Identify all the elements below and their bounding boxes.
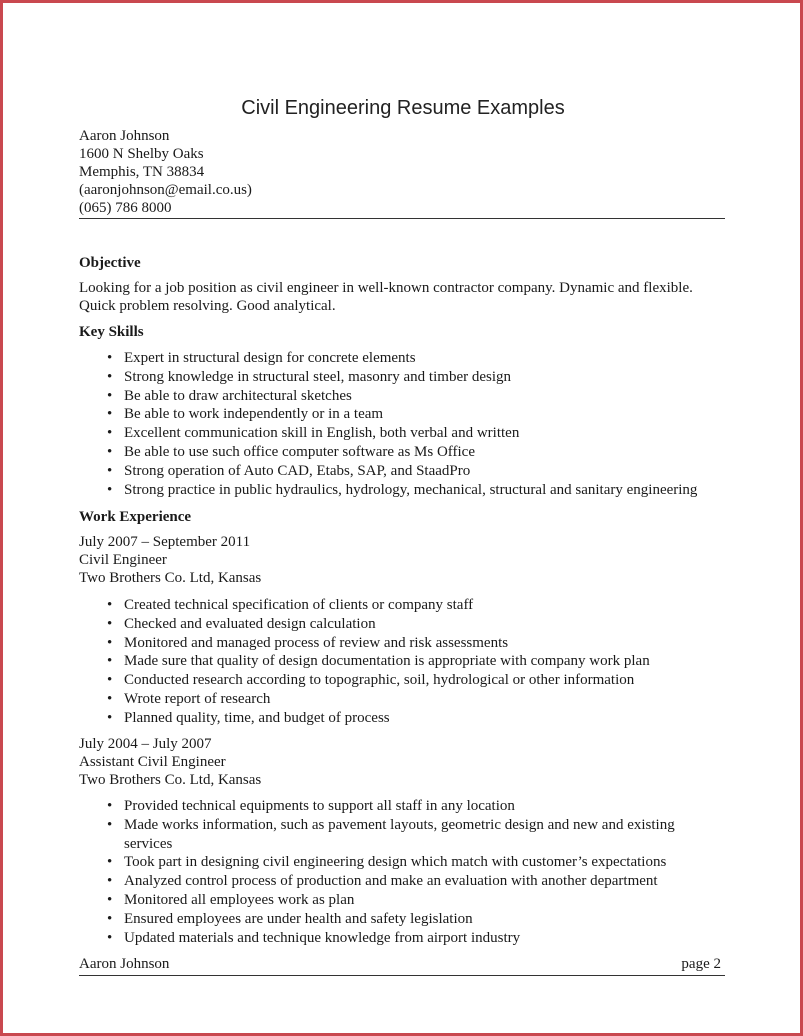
contact-phone: (065) 786 8000 <box>79 200 172 216</box>
list-item: • Expert in structural design for concrete elements <box>79 349 725 368</box>
list-item: • Updated materials and technique knowledge from airport industry <box>79 929 699 948</box>
list-item: • Monitored and managed process of review and risk assessments <box>79 634 725 653</box>
job-role: Civil Engineer <box>79 552 167 568</box>
job-company: Two Brothers Co. Ltd, Kansas <box>79 772 262 788</box>
objective-heading: Objective <box>79 255 141 271</box>
list-item: • Provided technical equipments to support all staff in any location <box>79 797 699 816</box>
list-item: • Be able to work independently or in a team <box>79 405 725 424</box>
list-item: • Took part in designing civil engineering design which match with customer’s expectations <box>79 853 699 872</box>
skills-heading: Key Skills <box>79 324 144 340</box>
footer-name: Aaron Johnson <box>79 956 170 972</box>
list-item: • Strong knowledge in structural steel, masonry and timber design <box>79 368 725 387</box>
job-period: July 2004 – July 2007 <box>79 736 212 752</box>
list-item: • Strong practice in public hydraulics, hydrology, mechanical, structural and sanitary engineering <box>79 481 725 500</box>
list-item: • Be able to use such office computer software as Ms Office <box>79 443 725 462</box>
experience-heading: Work Experience <box>79 509 192 525</box>
objective-text: Looking for a job position as civil engineer in well-known contractor company. Dynamic and flexible. Quick problem resolving. Good analytical. <box>79 280 693 314</box>
skills-list <box>79 349 725 499</box>
contact-city: Memphis, TN 38834 <box>79 164 205 180</box>
list-item: • Ensured employees are under health and safety legislation <box>79 910 699 929</box>
contact-email: (aaronjohnson@email.co.us) <box>79 182 252 198</box>
job-header <box>79 735 261 789</box>
list-item: • Made works information, such as pavement layouts, geometric design and new and existing services <box>79 816 699 854</box>
job-company: Two Brothers Co. Ltd, Kansas <box>79 570 262 586</box>
list-item: • Conducted research according to topographic, soil, hydrological or other information <box>79 671 725 690</box>
job-role: Assistant Civil Engineer <box>79 754 226 770</box>
list-item: • Planned quality, time, and budget of process <box>79 709 725 728</box>
list-item: • Created technical specification of clients or company staff <box>79 596 725 615</box>
page-title: Civil Engineering Resume Examples <box>241 97 565 119</box>
header-divider <box>79 218 725 219</box>
contact-address: 1600 N Shelby Oaks <box>79 146 204 162</box>
list-item: • Wrote report of research <box>79 690 725 709</box>
list-item: • Monitored all employees work as plan <box>79 891 699 910</box>
job-duties-list <box>79 596 725 728</box>
list-item: • Excellent communication skill in English, both verbal and written <box>79 424 725 443</box>
job-period: July 2007 – September 2011 <box>79 534 251 550</box>
list-item: • Checked and evaluated design calculation <box>79 615 725 634</box>
job-header <box>79 533 261 587</box>
page-number: page 2 <box>681 956 721 972</box>
list-item: • Analyzed control process of production and make an evaluation with another department <box>79 872 699 891</box>
job-duties-list <box>79 797 699 947</box>
list-item: • Be able to draw architectural sketches <box>79 387 725 406</box>
contact-block <box>79 127 252 217</box>
list-item: • Made sure that quality of design documentation is appropriate with company work plan <box>79 652 725 671</box>
contact-name: Aaron Johnson <box>79 128 170 144</box>
footer-divider <box>79 975 725 976</box>
list-item: • Strong operation of Auto CAD, Etabs, SAP, and StaadPro <box>79 462 725 481</box>
